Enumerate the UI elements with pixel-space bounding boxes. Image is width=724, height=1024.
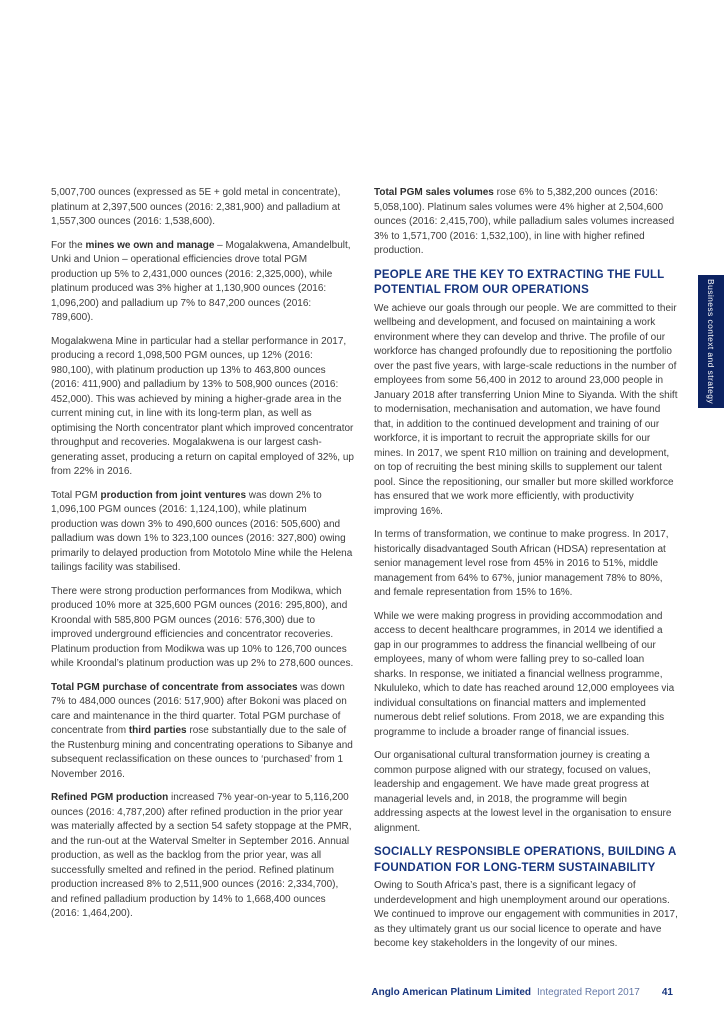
text-run: was down 2% to 1,096,100 PGM ounces (2016: 1,124,100), while platinum production was down 3% to 490,600 ounces (2016: 505,600) and palladium was down 1% to 323,100 ounces (2016: 327,800) owing primarily to delayed production from Mototolo Mine while the Helena tailings facility was stabilised. bbox=[51, 489, 353, 573]
paragraph bbox=[374, 302, 678, 520]
text-run: For the bbox=[51, 239, 86, 251]
footer-page-number: 41 bbox=[661, 987, 673, 998]
bold-text-run: third parties bbox=[128, 725, 187, 736]
text-run: Our organisational cultural transformation journey is creating a common purpose aligned with our strategy, focused on values, leadership and engagement. We have made great progress at managerial levels and, in 2018, the programme will begin addressing aspects at the lowest level in the organisation to ensure alignment. bbox=[374, 750, 672, 834]
bold-text-run: Total PGM purchase of concentrate from associates bbox=[51, 681, 298, 693]
text-run: rose substantially due to the sale of the Rustenburg mining and concentrating operations to Sibanye and subsequent reclassification on these ounces to ‘purchased’ from 1 November 2016. bbox=[51, 725, 353, 780]
text-run: There were strong production performances from Modikwa, which produced 10% more at 325,600 PGM ounces (2016: 295,800), and Kroondal with 585,800 PGM ounces (2016: 576,300) due to improved underground efficiencies and concentrator recoveries. Platinum production from Modikwa was up 10% to 126,700 ounces while Kroondal’s platinum production was up 2% to 278,600 ounces. bbox=[51, 585, 354, 669]
paragraph bbox=[374, 610, 678, 741]
paragraph bbox=[374, 879, 678, 952]
page-content bbox=[51, 186, 679, 961]
text-run: Mogalakwena Mine in particular had a stellar performance in 2017, producing a record 1,098,500 PGM ounces, up 12% (2016: 980,100), with platinum production up 13% to 463,800 ounces (2016: 411,900) and palladium by 13% to 508,900 ounces (2016: 452,000). This was achieved by mining a higher-grade area in the current mining cut, in line with its long-term plan, as well as optimising the North concentrator plant which improved concentrator throughput and recoveries. Mogalakwena is our largest cash-generating asset, producing a return on capital employed of 32%, up from 22% in 2016. bbox=[51, 335, 354, 477]
text-run: We achieve our goals through our people. We are committed to their wellbeing and development, and focused on maintaining a work environment where they can develop and thrive. The profile of our workforce has changed profoundly due to repositioning the portfolio over the past five years, with large-scale reductions in the number of employees from some 56,400 in 2012 to around 23,000 people in January 2018 after transferring Union Mine to Siyanda. With the shift to modernisation, mechanisation and automation, we have found that, in addition to the continued development and training of our workforce, it is important to recruit the appropriate skills for our mines. In 2017, we spent R10 million on training and development, on top of recruiting the best mining skills to supplement our talent pool. Since the repositioning, our smaller but more skilled workforce has ensured that we work more efficiently, with productivity improving 16%. bbox=[374, 302, 678, 517]
text-run: Owing to South Africa’s past, there is a significant legacy of underdevelopment and high unemployment around our operations. We continued to improve our engagement with communities in 2017, as they ultimately grant us our social licence to operate and have become key stakeholders in the longevity of our mines. bbox=[374, 880, 678, 949]
footer-company-name: Anglo American Platinum Limited bbox=[371, 987, 532, 998]
text-run: While we were making progress in providing accommodation and access to decent healthcare programmes, in 2014 we identified a gap in our programmes to address the financial wellbeing of our employees, many of whom were falling prey to so-called loan sharks. In response, we initiated a financial wellness programme, Nkululeko, which to date has reached around 12,000 employees via individual consultations on financial matters and implemented numerous debt relief solutions. From 2018, we are expanding this programme to include a broader range of financial issues. bbox=[374, 610, 675, 738]
section-heading: PEOPLE ARE THE KEY TO EXTRACTING THE FULL POTENTIAL FROM OUR OPERATIONS bbox=[374, 268, 665, 296]
paragraph bbox=[374, 528, 678, 601]
paragraph bbox=[51, 489, 355, 576]
paragraph bbox=[374, 186, 678, 259]
text-run: 5,007,700 ounces (expressed as 5E + gold metal in concentrate), platinum at 2,397,500 ounces (2016: 2,381,900) and palladium at 1,557,300 ounces (2016: 1,538,600). bbox=[51, 187, 341, 227]
bold-text-run: Refined PGM production bbox=[51, 792, 169, 803]
text-run: increased 7% year-on-year to 5,116,200 ounces (2016: 4,787,200) after refined production in the prior year was materially affected by a section 54 safety stoppage at the PMR, and the run-out at the Waterval Smelter in September 2016. Annual production, as well as the backlog from the prior year, was all successfully smelted and refined in the period. Refined platinum production increased 8% to 2,511,900 ounces (2016: 2,334,700), and refined palladium production by 14% to 1,668,400 ounces (2016: 1,464,200). bbox=[51, 792, 352, 919]
paragraph bbox=[51, 239, 355, 326]
text-run: Total PGM bbox=[51, 489, 101, 501]
text-run: In terms of transformation, we continue to make progress. In 2017, historically disadvantaged South African (HDSA) representation at senior management level rose from 45% in 2016 to 51%, middle management from 64% to 67%, junior management 78% to 80%, and female representation from 15% to 16%. bbox=[374, 529, 669, 598]
paragraph bbox=[51, 681, 355, 783]
section-tab-business-context-and-strategy bbox=[698, 275, 724, 408]
bold-text-run: mines we own and manage bbox=[85, 239, 215, 251]
section-tab-label: Business context and strategy bbox=[706, 279, 716, 404]
paragraph bbox=[51, 585, 355, 672]
paragraph bbox=[51, 791, 355, 922]
section-heading: SOCIALLY RESPONSIBLE OPERATIONS, BUILDING A FOUNDATION FOR LONG-TERM SUSTAINABILITY bbox=[374, 846, 677, 874]
bold-text-run: Total PGM sales volumes bbox=[374, 187, 494, 198]
paragraph bbox=[51, 186, 355, 230]
page-footer bbox=[371, 987, 673, 999]
text-run: was down 7% to 484,000 ounces (2016: 517,900) after Bokoni was placed on care and maintenance in the third quarter. Total PGM purchase of concentrate from bbox=[51, 681, 347, 736]
text-run: rose 6% to 5,382,200 ounces (2016: 5,058,100). Platinum sales volumes were 4% higher at 2,504,600 ounces (2016: 2,415,700), while palladium sales volumes increased 3% to 1,571,700 (2016: 1,532,100), in line with higher refined production. bbox=[374, 187, 675, 256]
paragraph bbox=[374, 749, 678, 836]
text-run: – Mogalakwena, Amandelbult, Unki and Union – operational efficiencies drove total PGM production up 5% to 2,431,000 ounces (2016: 2,325,000), while platinum produced was 3% higher at 1,130,900 ounces (2016: 1,096,200) and palladium up 7% to 847,200 ounces (2016: 789,600). bbox=[51, 239, 351, 323]
right-column bbox=[374, 186, 678, 961]
footer-report-title: Integrated Report 2017 bbox=[537, 987, 640, 998]
left-column bbox=[51, 186, 355, 961]
paragraph bbox=[51, 335, 355, 480]
bold-text-run: production from joint ventures bbox=[100, 489, 247, 501]
